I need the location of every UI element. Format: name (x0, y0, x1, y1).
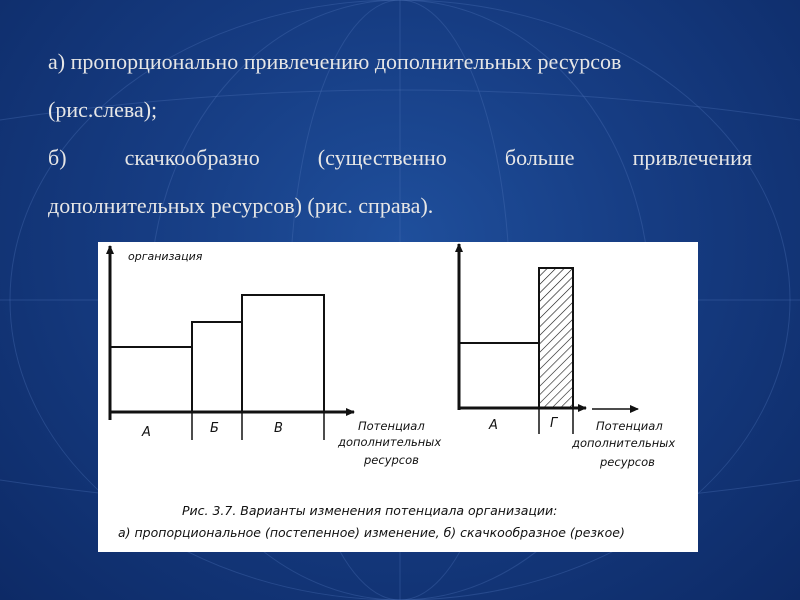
left-bar-label-c: В (274, 421, 283, 436)
left-x-label-3: ресурсов (364, 453, 419, 467)
right-diagram (459, 244, 675, 469)
text-line-1: а) пропорционально привлечению дополнительных ресурсов (48, 49, 622, 74)
right-bar-label-g: Г (550, 416, 558, 431)
figure-caption (118, 500, 688, 544)
figure-panel (98, 242, 698, 552)
text-line-3: б) скачкообразно (существенно больше привлечения (48, 145, 752, 170)
caption-line-2: а) пропорциональное (постепенное) изменение, б) скачкообразное (резкое) (118, 525, 625, 540)
left-bar-a (110, 347, 192, 412)
right-bar-g (539, 268, 573, 408)
left-x-label-1: Потенциал (358, 419, 425, 433)
right-x-label-3: ресурсов (600, 455, 655, 469)
left-y-label: организация (128, 250, 203, 263)
right-bar-a (459, 343, 539, 408)
right-x-label-1: Потенциал (596, 419, 663, 433)
left-x-label-2: дополнительных (338, 435, 442, 449)
text-line-2: (рис.слева); (48, 97, 158, 122)
text-line-4: дополнительных ресурсов) (рис. справа). (48, 193, 434, 218)
left-bar-label-a: А (142, 425, 151, 440)
caption-line-1: Рис. 3.7. Варианты изменения потенциала организации: (182, 503, 558, 518)
left-bar-b (192, 322, 242, 412)
right-x-label-2: дополнительных (572, 436, 676, 450)
left-bar-label-b: Б (210, 421, 219, 436)
slide-text (48, 38, 752, 230)
right-bar-label-a: А (489, 418, 498, 433)
left-bar-c (242, 295, 324, 412)
left-diagram (110, 246, 441, 467)
